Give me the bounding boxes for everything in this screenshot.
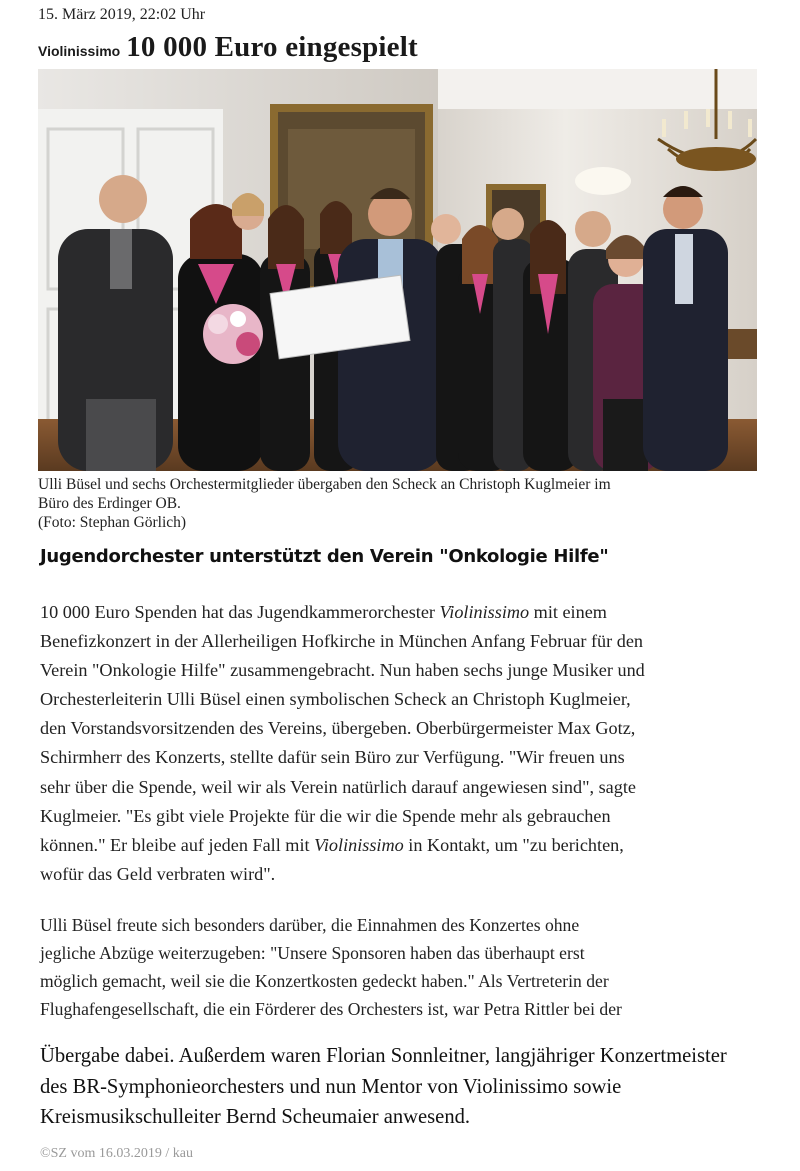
caption-line: Büro des Erdinger OB. (38, 495, 181, 512)
article-paragraph-1 (40, 598, 780, 889)
orchestra-name: Violinissimo (439, 602, 530, 622)
paragraph-line: Kreismusikschulleiter Bernd Scheumaier anwesend. (40, 1106, 471, 1128)
article-title: 10 000 Euro eingespielt (126, 31, 418, 63)
article-date: 15. März 2019, 22:02 Uhr (38, 6, 206, 23)
paragraph-line: sehr über die Spende, weil wir als Verein natürlich darauf angewiesen sind", sagte (40, 776, 636, 797)
article-paragraph-2 (40, 911, 780, 1023)
article-kicker: Violinissimo (38, 43, 121, 59)
paragraph-line: Verein "Onkologie Hilfe" zusammengebracht. Nun haben sechs junge Musiker und (40, 660, 645, 681)
paragraph-line: Benefizkonzert in der Allerheiligen Hofkirche in München Anfang Februar für den (40, 631, 644, 652)
paragraph-line: Orchesterleiterin Ulli Büsel einen symbolischen Scheck an Christoph Kuglmeier, (40, 689, 631, 710)
article-headline (38, 31, 418, 64)
photo-credit: (Foto: Stephan Görlich) (38, 514, 187, 531)
paragraph-line: jegliche Abzüge weiterzugeben: "Unsere Sponsoren haben das überhaupt erst (40, 943, 585, 963)
article-subheadline: Jugendorchester unterstützt den Verein "Onkologie Hilfe" (40, 546, 609, 567)
paragraph-line: den Vorstandsvorsitzenden des Vereins, übergeben. Oberbürgermeister Max Gotz, (40, 718, 636, 739)
photo-caption (38, 475, 758, 532)
paragraph-line: 10 000 Euro Spenden hat das Jugendkammerorchester Violinissimo mit einem (40, 602, 607, 622)
paragraph-line: des BR-Symphonieorchesters und nun Mentor von Violinissimo sowie (40, 1075, 622, 1098)
paragraph-line: Kuglmeier. "Es gibt viele Projekte für die wir die Spende mehr als gebrauchen (40, 805, 611, 826)
orchestra-name: Violinissimo (314, 834, 404, 855)
paragraph-line: Übergabe dabei. Außerdem waren Florian Sonnleitner, langjähriger Konzertmeister (40, 1045, 727, 1067)
source-footer: ©SZ vom 16.03.2019 / kau (40, 1146, 193, 1161)
caption-line: Ulli Büsel und sechs Orchestermitglieder übergaben den Scheck an Christoph Kuglmeier im (38, 476, 611, 493)
article-paragraph-3 (40, 1041, 790, 1133)
paragraph-line: Flughafengesellschaft, die ein Förderer des Orchesters ist, war Petra Rittler bei der (40, 999, 622, 1019)
paragraph-line: Schirmherr des Konzerts, stellte dafür sein Büro zur Verfügung. "Wir freuen uns (40, 747, 625, 768)
paragraph-line: können." Er bleibe auf jeden Fall mit Violinissimo in Kontakt, um "zu berichten, (40, 834, 624, 855)
paragraph-line: wofür das Geld verbraten wird". (40, 863, 276, 884)
article-photo (38, 69, 757, 471)
paragraph-line: möglich gemacht, weil sie die Konzertkosten gedeckt haben." Als Vertreterin der (40, 971, 609, 991)
paragraph-line: Ulli Büsel freute sich besonders darüber, die Einnahmen des Konzertes ohne (40, 915, 580, 935)
